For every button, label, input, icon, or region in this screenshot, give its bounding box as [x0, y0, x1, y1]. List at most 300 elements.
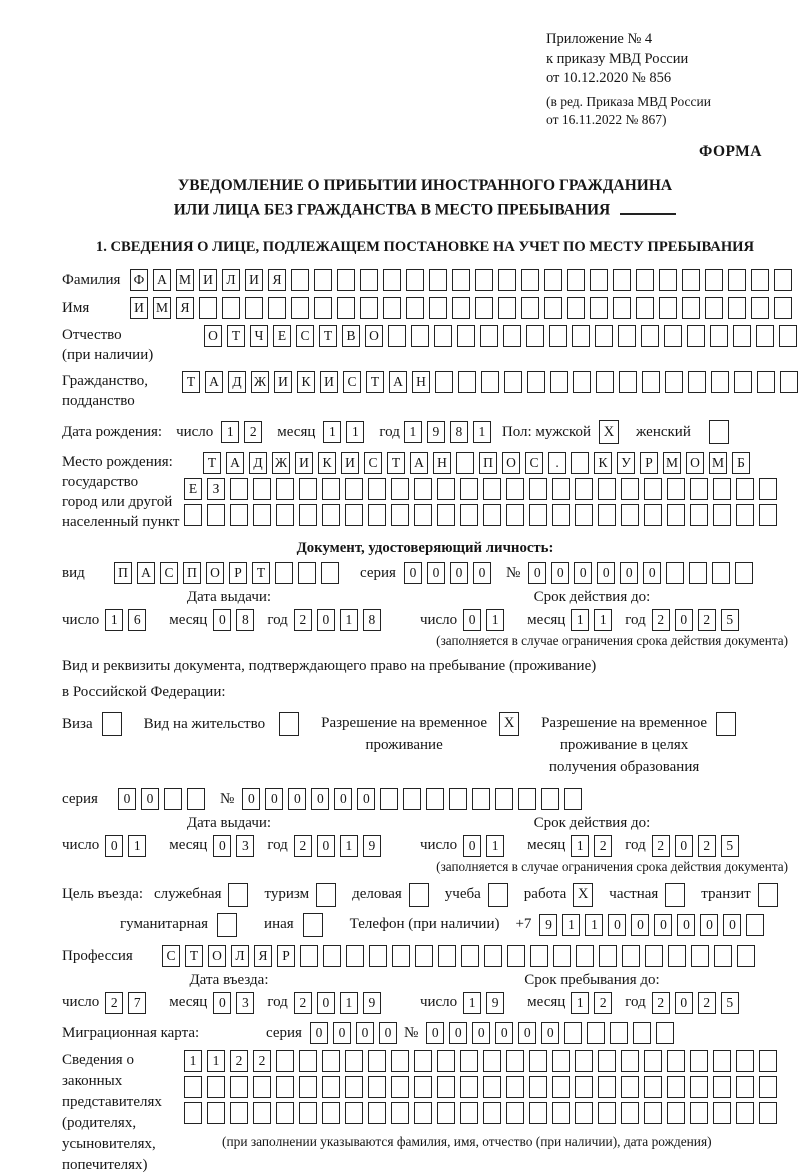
char-box[interactable]: С — [525, 452, 543, 474]
char-box[interactable] — [713, 504, 731, 526]
char-box[interactable] — [488, 883, 508, 907]
char-box[interactable] — [711, 371, 729, 393]
char-box[interactable]: Б — [732, 452, 750, 474]
char-box[interactable]: 2 — [294, 992, 312, 1014]
char-box[interactable]: 0 — [141, 788, 159, 810]
char-box[interactable] — [506, 478, 524, 500]
char-box[interactable] — [644, 1050, 662, 1072]
char-box[interactable]: П — [183, 562, 201, 584]
tourism-checkbox[interactable] — [316, 883, 341, 907]
char-box[interactable]: X — [499, 712, 519, 736]
char-box[interactable]: 9 — [427, 421, 445, 443]
char-box[interactable] — [621, 504, 639, 526]
char-box[interactable]: 0 — [356, 1022, 374, 1044]
char-box[interactable] — [712, 562, 730, 584]
doc-valid-year-boxes[interactable] — [652, 609, 744, 631]
char-box[interactable]: 0 — [118, 788, 136, 810]
char-box[interactable]: Т — [387, 452, 405, 474]
char-box[interactable]: 0 — [426, 1022, 444, 1044]
char-box[interactable] — [414, 504, 432, 526]
work-checkbox[interactable] — [573, 883, 598, 907]
char-box[interactable] — [230, 504, 248, 526]
char-box[interactable]: 1 — [473, 421, 491, 443]
char-box[interactable] — [736, 1050, 754, 1072]
char-box[interactable] — [757, 371, 775, 393]
char-box[interactable] — [736, 478, 754, 500]
char-box[interactable] — [321, 562, 339, 584]
doc-issue-month-boxes[interactable] — [213, 609, 259, 631]
char-box[interactable]: Р — [640, 452, 658, 474]
char-box[interactable] — [665, 371, 683, 393]
residence-permit-checkbox[interactable] — [279, 712, 304, 736]
char-box[interactable] — [299, 478, 317, 500]
char-box[interactable] — [345, 1050, 363, 1072]
char-box[interactable]: 0 — [333, 1022, 351, 1044]
char-box[interactable] — [452, 297, 470, 319]
char-box[interactable]: 1 — [184, 1050, 202, 1072]
char-box[interactable] — [253, 504, 271, 526]
char-box[interactable]: 0 — [551, 562, 569, 584]
char-box[interactable]: 0 — [675, 835, 693, 857]
char-box[interactable] — [483, 1050, 501, 1072]
char-box[interactable] — [456, 452, 474, 474]
permit-series-boxes[interactable] — [118, 788, 210, 810]
char-box[interactable] — [449, 788, 467, 810]
char-box[interactable] — [544, 297, 562, 319]
char-box[interactable] — [713, 478, 731, 500]
char-box[interactable] — [621, 478, 639, 500]
char-box[interactable]: 0 — [213, 835, 231, 857]
char-box[interactable] — [322, 504, 340, 526]
char-box[interactable]: 0 — [265, 788, 283, 810]
temp-permit-checkbox[interactable] — [499, 712, 524, 736]
char-box[interactable] — [322, 1102, 340, 1124]
char-box[interactable] — [687, 325, 705, 347]
char-box[interactable]: А — [389, 371, 407, 393]
char-box[interactable] — [599, 945, 617, 967]
char-box[interactable]: И — [341, 452, 359, 474]
char-box[interactable]: Я — [176, 297, 194, 319]
char-box[interactable] — [690, 1076, 708, 1098]
char-box[interactable]: . — [548, 452, 566, 474]
char-box[interactable] — [689, 562, 707, 584]
other-checkbox[interactable] — [303, 913, 328, 937]
char-box[interactable] — [549, 325, 567, 347]
char-box[interactable] — [659, 297, 677, 319]
char-box[interactable] — [414, 1102, 432, 1124]
char-box[interactable] — [529, 1102, 547, 1124]
char-box[interactable]: П — [114, 562, 132, 584]
char-box[interactable] — [710, 325, 728, 347]
legal-boxes-row3[interactable] — [184, 1102, 782, 1124]
doc-type-boxes[interactable] — [114, 562, 344, 584]
char-box[interactable] — [299, 504, 317, 526]
char-box[interactable]: 0 — [675, 992, 693, 1014]
doc-series-boxes[interactable] — [404, 562, 496, 584]
char-box[interactable]: 2 — [105, 992, 123, 1014]
char-box[interactable] — [642, 371, 660, 393]
char-box[interactable] — [529, 1050, 547, 1072]
char-box[interactable] — [322, 1050, 340, 1072]
char-box[interactable]: О — [206, 562, 224, 584]
char-box[interactable] — [498, 297, 516, 319]
char-box[interactable] — [230, 1102, 248, 1124]
char-box[interactable]: С — [160, 562, 178, 584]
char-box[interactable]: 0 — [379, 1022, 397, 1044]
char-box[interactable]: 0 — [105, 835, 123, 857]
char-box[interactable]: Д — [249, 452, 267, 474]
char-box[interactable]: 8 — [236, 609, 254, 631]
char-box[interactable] — [457, 325, 475, 347]
doc-issue-year-boxes[interactable] — [294, 609, 386, 631]
char-box[interactable]: 0 — [597, 562, 615, 584]
char-box[interactable]: 2 — [594, 835, 612, 857]
char-box[interactable]: О — [208, 945, 226, 967]
char-box[interactable] — [498, 269, 516, 291]
char-box[interactable] — [621, 1102, 639, 1124]
char-box[interactable] — [245, 297, 263, 319]
char-box[interactable] — [383, 269, 401, 291]
char-box[interactable]: А — [137, 562, 155, 584]
char-box[interactable]: Н — [433, 452, 451, 474]
char-box[interactable] — [368, 1076, 386, 1098]
char-box[interactable] — [705, 269, 723, 291]
char-box[interactable]: 1 — [323, 421, 341, 443]
char-box[interactable] — [346, 945, 364, 967]
char-box[interactable] — [665, 883, 685, 907]
char-box[interactable] — [598, 1050, 616, 1072]
char-box[interactable]: 2 — [698, 609, 716, 631]
char-box[interactable] — [598, 478, 616, 500]
char-box[interactable] — [751, 297, 769, 319]
char-box[interactable] — [298, 562, 316, 584]
char-box[interactable] — [667, 1102, 685, 1124]
char-box[interactable] — [714, 945, 732, 967]
char-box[interactable] — [187, 788, 205, 810]
char-box[interactable]: 2 — [652, 992, 670, 1014]
char-box[interactable] — [253, 1076, 271, 1098]
visa-checkbox[interactable] — [102, 712, 127, 736]
char-box[interactable]: С — [296, 325, 314, 347]
char-box[interactable]: А — [226, 452, 244, 474]
char-box[interactable]: Е — [273, 325, 291, 347]
char-box[interactable]: 1 — [105, 609, 123, 631]
char-box[interactable] — [526, 325, 544, 347]
business-checkbox[interactable] — [409, 883, 434, 907]
char-box[interactable] — [314, 297, 332, 319]
char-box[interactable] — [521, 297, 539, 319]
char-box[interactable] — [618, 325, 636, 347]
char-box[interactable]: 0 — [472, 1022, 490, 1044]
char-box[interactable] — [544, 269, 562, 291]
permit-valid-month-boxes[interactable] — [571, 835, 617, 857]
char-box[interactable]: 0 — [518, 1022, 536, 1044]
char-box[interactable]: В — [342, 325, 360, 347]
char-box[interactable]: 1 — [571, 609, 589, 631]
char-box[interactable]: 3 — [236, 835, 254, 857]
char-box[interactable] — [691, 945, 709, 967]
char-box[interactable] — [437, 1050, 455, 1072]
char-box[interactable] — [621, 1076, 639, 1098]
study-checkbox[interactable] — [488, 883, 513, 907]
char-box[interactable] — [475, 269, 493, 291]
char-box[interactable]: 0 — [654, 914, 672, 936]
char-box[interactable] — [552, 1050, 570, 1072]
char-box[interactable]: Л — [222, 269, 240, 291]
char-box[interactable]: Я — [254, 945, 272, 967]
mig-number-boxes[interactable] — [426, 1022, 679, 1044]
char-box[interactable] — [291, 269, 309, 291]
char-box[interactable] — [437, 1102, 455, 1124]
char-box[interactable] — [564, 1022, 582, 1044]
char-box[interactable]: Р — [277, 945, 295, 967]
char-box[interactable] — [664, 325, 682, 347]
char-box[interactable] — [656, 1022, 674, 1044]
char-box[interactable]: 0 — [357, 788, 375, 810]
char-box[interactable] — [636, 269, 654, 291]
char-box[interactable] — [595, 325, 613, 347]
char-box[interactable] — [337, 269, 355, 291]
mig-series-boxes[interactable] — [310, 1022, 402, 1044]
char-box[interactable] — [690, 504, 708, 526]
char-box[interactable]: 1 — [571, 992, 589, 1014]
char-box[interactable] — [690, 1050, 708, 1072]
char-box[interactable]: К — [297, 371, 315, 393]
citizenship-boxes[interactable] — [182, 371, 803, 393]
char-box[interactable]: 1 — [404, 421, 422, 443]
char-box[interactable]: 9 — [363, 835, 381, 857]
char-box[interactable]: 2 — [652, 609, 670, 631]
char-box[interactable] — [460, 478, 478, 500]
char-box[interactable]: 2 — [294, 609, 312, 631]
char-box[interactable] — [429, 297, 447, 319]
char-box[interactable] — [483, 504, 501, 526]
char-box[interactable]: 0 — [574, 562, 592, 584]
char-box[interactable] — [759, 1102, 777, 1124]
legal-boxes-row2[interactable] — [184, 1076, 782, 1098]
sex-female-checkbox[interactable] — [709, 420, 734, 444]
char-box[interactable] — [759, 504, 777, 526]
char-box[interactable]: А — [205, 371, 223, 393]
char-box[interactable]: 0 — [473, 562, 491, 584]
char-box[interactable]: 5 — [721, 992, 739, 1014]
char-box[interactable] — [613, 297, 631, 319]
char-box[interactable] — [391, 1050, 409, 1072]
char-box[interactable]: 0 — [242, 788, 260, 810]
char-box[interactable] — [391, 1076, 409, 1098]
char-box[interactable] — [737, 945, 755, 967]
char-box[interactable] — [567, 297, 585, 319]
char-box[interactable]: 0 — [723, 914, 741, 936]
permit-number-boxes[interactable] — [242, 788, 587, 810]
char-box[interactable] — [713, 1050, 731, 1072]
char-box[interactable] — [368, 1102, 386, 1124]
char-box[interactable] — [184, 504, 202, 526]
char-box[interactable] — [759, 1076, 777, 1098]
char-box[interactable]: 9 — [539, 914, 557, 936]
entry-year-boxes[interactable] — [294, 992, 386, 1014]
char-box[interactable] — [504, 371, 522, 393]
char-box[interactable] — [688, 371, 706, 393]
char-box[interactable] — [199, 297, 217, 319]
char-box[interactable]: 1 — [340, 992, 358, 1014]
char-box[interactable]: Ж — [272, 452, 290, 474]
char-box[interactable] — [506, 504, 524, 526]
humanitarian-checkbox[interactable] — [217, 913, 242, 937]
char-box[interactable]: 0 — [463, 835, 481, 857]
char-box[interactable]: Р — [229, 562, 247, 584]
char-box[interactable]: 0 — [620, 562, 638, 584]
char-box[interactable] — [507, 945, 525, 967]
char-box[interactable] — [590, 269, 608, 291]
char-box[interactable] — [521, 269, 539, 291]
char-box[interactable] — [759, 478, 777, 500]
char-box[interactable]: X — [599, 420, 619, 444]
birth-year-boxes[interactable] — [404, 421, 496, 443]
char-box[interactable]: С — [162, 945, 180, 967]
char-box[interactable] — [360, 269, 378, 291]
char-box[interactable] — [275, 562, 293, 584]
char-box[interactable]: 1 — [571, 835, 589, 857]
char-box[interactable]: У — [617, 452, 635, 474]
char-box[interactable] — [230, 1076, 248, 1098]
char-box[interactable] — [564, 788, 582, 810]
char-box[interactable] — [619, 371, 637, 393]
char-box[interactable]: 8 — [450, 421, 468, 443]
char-box[interactable] — [575, 1076, 593, 1098]
char-box[interactable]: Я — [268, 269, 286, 291]
char-box[interactable] — [414, 1050, 432, 1072]
char-box[interactable] — [733, 325, 751, 347]
char-box[interactable]: А — [153, 269, 171, 291]
char-box[interactable]: Т — [366, 371, 384, 393]
char-box[interactable] — [368, 504, 386, 526]
char-box[interactable]: 2 — [294, 835, 312, 857]
char-box[interactable] — [391, 1102, 409, 1124]
char-box[interactable]: Н — [412, 371, 430, 393]
char-box[interactable] — [644, 1102, 662, 1124]
char-box[interactable]: И — [295, 452, 313, 474]
char-box[interactable] — [529, 1076, 547, 1098]
char-box[interactable] — [279, 712, 299, 736]
char-box[interactable] — [550, 371, 568, 393]
char-box[interactable]: О — [686, 452, 704, 474]
char-box[interactable]: 2 — [698, 992, 716, 1014]
char-box[interactable] — [598, 1102, 616, 1124]
char-box[interactable] — [475, 297, 493, 319]
char-box[interactable] — [621, 1050, 639, 1072]
char-box[interactable] — [102, 712, 122, 736]
char-box[interactable] — [484, 945, 502, 967]
char-box[interactable]: Т — [185, 945, 203, 967]
char-box[interactable]: 1 — [340, 609, 358, 631]
char-box[interactable]: И — [130, 297, 148, 319]
char-box[interactable] — [323, 945, 341, 967]
char-box[interactable] — [345, 1102, 363, 1124]
char-box[interactable]: 2 — [594, 992, 612, 1014]
char-box[interactable] — [735, 562, 753, 584]
char-box[interactable]: К — [318, 452, 336, 474]
char-box[interactable] — [360, 297, 378, 319]
char-box[interactable] — [716, 712, 736, 736]
char-box[interactable]: Ф — [130, 269, 148, 291]
char-box[interactable] — [164, 788, 182, 810]
char-box[interactable] — [291, 297, 309, 319]
char-box[interactable] — [682, 269, 700, 291]
char-box[interactable] — [667, 504, 685, 526]
char-box[interactable] — [228, 883, 248, 907]
char-box[interactable]: Ч — [250, 325, 268, 347]
char-box[interactable]: Л — [231, 945, 249, 967]
char-box[interactable] — [276, 478, 294, 500]
char-box[interactable] — [503, 325, 521, 347]
char-box[interactable] — [406, 269, 424, 291]
char-box[interactable] — [756, 325, 774, 347]
given-name-boxes[interactable] — [130, 297, 797, 319]
char-box[interactable] — [207, 1102, 225, 1124]
char-box[interactable] — [575, 1102, 593, 1124]
char-box[interactable] — [483, 1076, 501, 1098]
char-box[interactable]: 1 — [562, 914, 580, 936]
char-box[interactable] — [572, 325, 590, 347]
char-box[interactable] — [415, 945, 433, 967]
char-box[interactable] — [414, 1076, 432, 1098]
char-box[interactable] — [644, 478, 662, 500]
char-box[interactable]: 5 — [721, 609, 739, 631]
char-box[interactable] — [452, 269, 470, 291]
char-box[interactable] — [460, 1050, 478, 1072]
char-box[interactable]: 2 — [230, 1050, 248, 1072]
char-box[interactable] — [409, 883, 429, 907]
char-box[interactable] — [759, 1050, 777, 1072]
char-box[interactable] — [406, 297, 424, 319]
char-box[interactable] — [426, 788, 444, 810]
char-box[interactable] — [587, 1022, 605, 1044]
doc-valid-month-boxes[interactable] — [571, 609, 617, 631]
char-box[interactable]: С — [343, 371, 361, 393]
char-box[interactable] — [414, 478, 432, 500]
char-box[interactable] — [713, 1102, 731, 1124]
char-box[interactable] — [713, 1076, 731, 1098]
char-box[interactable]: 0 — [495, 1022, 513, 1044]
char-box[interactable] — [751, 269, 769, 291]
char-box[interactable] — [576, 945, 594, 967]
char-box[interactable] — [758, 883, 778, 907]
char-box[interactable] — [682, 297, 700, 319]
char-box[interactable]: Т — [182, 371, 200, 393]
char-box[interactable]: 1 — [128, 835, 146, 857]
char-box[interactable]: 0 — [450, 562, 468, 584]
permit-valid-year-boxes[interactable] — [652, 835, 744, 857]
char-box[interactable]: 0 — [213, 609, 231, 631]
char-box[interactable] — [276, 1050, 294, 1072]
char-box[interactable] — [644, 1076, 662, 1098]
char-box[interactable] — [460, 504, 478, 526]
char-box[interactable] — [596, 371, 614, 393]
char-box[interactable] — [728, 297, 746, 319]
char-box[interactable] — [552, 478, 570, 500]
char-box[interactable]: И — [274, 371, 292, 393]
char-box[interactable]: 0 — [317, 992, 335, 1014]
char-box[interactable] — [668, 945, 686, 967]
char-box[interactable]: 1 — [221, 421, 239, 443]
legal-boxes-row1[interactable] — [184, 1050, 782, 1072]
char-box[interactable]: 0 — [631, 914, 649, 936]
char-box[interactable] — [780, 371, 798, 393]
char-box[interactable]: 1 — [585, 914, 603, 936]
permit-issue-year-boxes[interactable] — [294, 835, 386, 857]
char-box[interactable] — [276, 1076, 294, 1098]
